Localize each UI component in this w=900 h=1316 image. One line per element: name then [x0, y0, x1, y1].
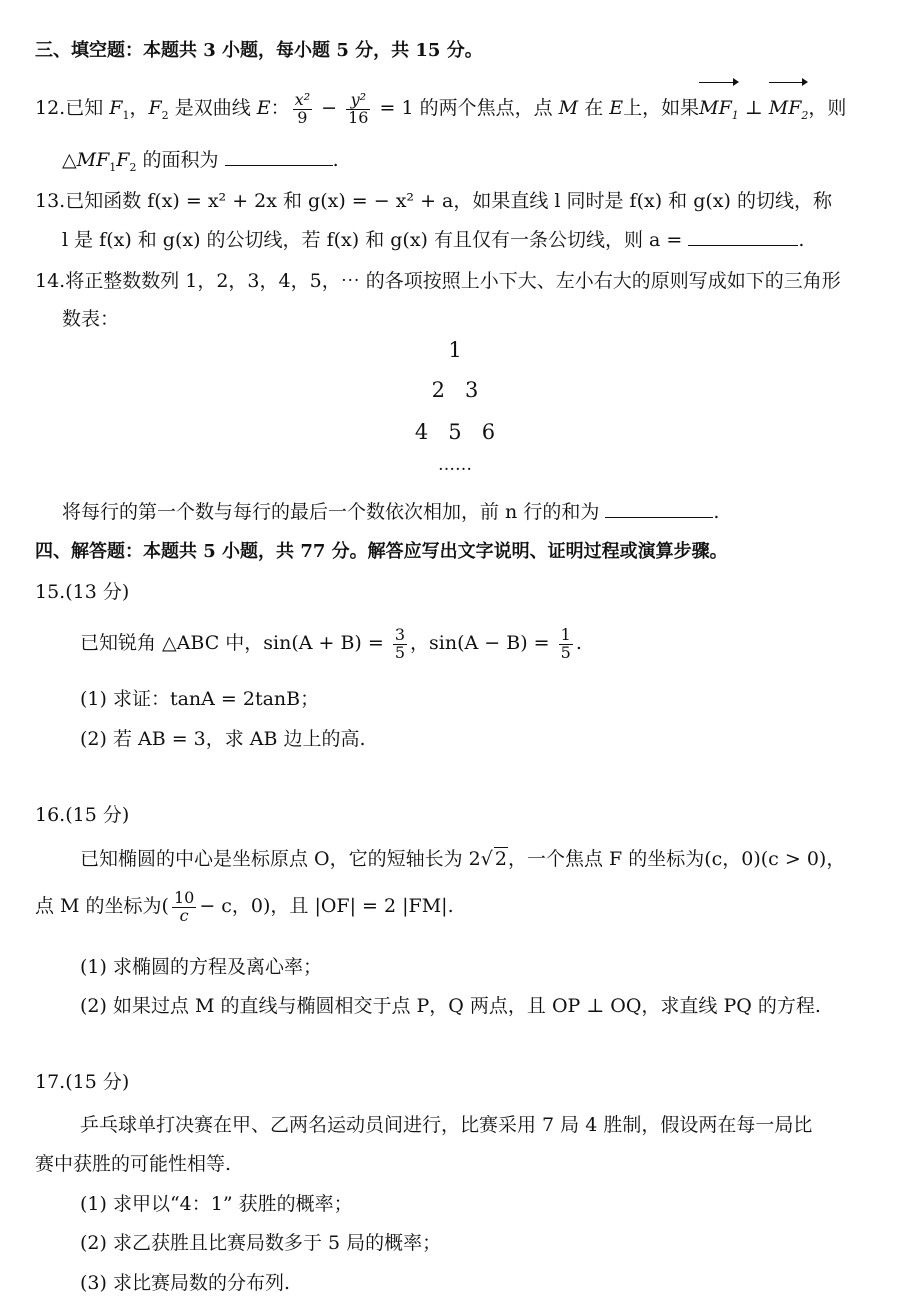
q12-E: E — [256, 97, 271, 119]
q13-number: 13. — [35, 190, 66, 212]
question-15-part-1: (1) 求证：tanA = 2tanB； — [80, 688, 320, 710]
q12-text-c: 上，如果 — [623, 97, 700, 119]
q12-mf-sub2: 2 — [129, 160, 137, 174]
q12-f2-sub: 2 — [161, 108, 169, 122]
q12-f1: F — [109, 97, 123, 119]
q12-M: M — [558, 97, 579, 119]
q14-text-1: 将正整数数列 1，2，3，4，5，⋯ 的各项按照上小下大、左小右大的原则写成如下的三角形 — [65, 270, 841, 292]
q15-stem-a: 已知锐角 △ABC 中，sin(A + B) = — [80, 632, 384, 654]
question-17-part-2: (2) 求乙获胜且比赛局数多于 5 局的概率； — [80, 1232, 442, 1254]
q12-on: 在 — [584, 97, 604, 119]
question-17-line-1: 乒乓球单打决赛在甲、乙两名运动员间进行，比赛采用 7 局 4 胜制，假设两在每一局比 — [80, 1114, 813, 1136]
q16-frac-den: c — [179, 905, 189, 925]
q16-sqrt-sign: √ — [480, 848, 493, 870]
q12-vec1: MF — [699, 97, 732, 119]
question-16-part-2: (2) 如果过点 M 的直线与椭圆相交于点 P，Q 两点，且 OP ⊥ OQ，求直线 PQ 的方程. — [80, 995, 821, 1017]
q13-period: . — [798, 229, 805, 251]
q15-number: 15. — [35, 581, 66, 603]
question-16-part-1: (1) 求椭圆的方程及离心率； — [80, 956, 322, 978]
question-17-header — [35, 1067, 129, 1094]
q15-stem-c: . — [575, 632, 582, 654]
q12-mf-sub1: 1 — [109, 160, 117, 174]
question-16-line-1 — [80, 844, 845, 871]
q12-period: . — [332, 149, 339, 171]
q17-score: (15 分) — [65, 1071, 130, 1093]
triangle-row-4: …… — [438, 455, 472, 475]
q15-fraction-1 — [393, 624, 407, 662]
q15-score: (13 分) — [65, 581, 130, 603]
q15-f2-num: 1 — [560, 624, 571, 644]
q12-E2: E — [609, 97, 624, 119]
q12-answer-blank[interactable] — [225, 151, 333, 166]
q12-frac1-num: x² — [294, 89, 311, 109]
q12-area-text: 的面积为 — [142, 149, 219, 171]
q16-fraction — [172, 887, 196, 925]
q14-number: 14. — [35, 270, 66, 292]
q14-text-3: 将每行的第一个数与每行的最后一个数依次相加，前 n 行的和为 — [62, 501, 600, 523]
q15-stem-b: ，sin(A − B) = — [410, 632, 550, 654]
q12-frac2-num: y² — [346, 92, 370, 110]
q12-f1-sub: 1 — [122, 108, 130, 122]
q12-vec2-sub: 2 — [801, 108, 809, 122]
question-16-header — [35, 800, 129, 827]
question-14-line-1 — [35, 266, 841, 293]
question-13-line-1 — [35, 186, 832, 213]
q12-text-b: 是双曲线 — [174, 97, 251, 119]
question-13-line-2 — [62, 225, 804, 252]
q12-perp: ⊥ — [744, 97, 763, 119]
question-12-line-2 — [62, 145, 339, 174]
q16-score: (15 分) — [65, 804, 130, 826]
question-17-part-3: (3) 求比赛局数的分布列. — [80, 1272, 290, 1294]
q12-frac1-den: 9 — [297, 107, 308, 127]
q12-comma: ， — [129, 97, 149, 119]
q12-text-a: 已知 — [65, 97, 104, 119]
triangle-row-2: 2 3 — [431, 378, 479, 402]
q15-fraction-2 — [559, 624, 573, 662]
q14-period: . — [713, 501, 720, 523]
triangle-row-3: 4 5 6 — [414, 420, 496, 444]
q12-vector-mf2 — [769, 80, 809, 140]
q17-number: 17. — [35, 1071, 66, 1093]
q12-fraction-x — [293, 89, 312, 127]
question-15-part-2: (2) 若 AB = 3，求 AB 边上的高. — [80, 728, 366, 750]
q12-text-d: ，则 — [808, 97, 847, 119]
q15-f1-den: 5 — [394, 642, 406, 662]
q13-answer-blank[interactable] — [688, 231, 798, 246]
q12-f: F — [116, 149, 130, 171]
question-17-line-2: 赛中获胜的可能性相等. — [35, 1153, 232, 1175]
question-15-stem — [80, 618, 582, 668]
q15-f2-den: 5 — [560, 642, 571, 662]
question-16-line-2 — [35, 880, 454, 932]
q12-vector-mf1 — [699, 80, 739, 140]
triangle-row-1: 1 — [448, 338, 462, 362]
q12-vec2: MF — [768, 97, 802, 119]
q16-sqrt: 2 — [494, 848, 507, 870]
section-4-heading: 四、解答题：本题共 5 小题，共 77 分。解答应写出文字说明、证明过程或演算步骤。 — [35, 541, 728, 562]
q12-triangle: △ — [62, 149, 77, 171]
q12-minus: − — [321, 97, 338, 119]
q12-vec1-sub: 1 — [731, 108, 739, 122]
q12-mf: MF — [76, 149, 110, 171]
q12-number: 12. — [35, 97, 66, 119]
q13-text-2: l 是 f(x) 和 g(x) 的公切线，若 f(x) 和 g(x) 有且仅有一条公切线，则 a = — [62, 229, 683, 251]
q16-number: 16. — [35, 804, 66, 826]
q12-fraction-y — [346, 89, 370, 127]
question-15-header — [35, 577, 129, 604]
q15-f1-num: 3 — [394, 624, 406, 644]
q12-colon: ： — [270, 97, 290, 119]
question-14-line-3 — [62, 497, 719, 524]
question-12-line-1 — [35, 80, 846, 140]
section-3-heading: 三、填空题：本题共 3 小题，每小题 5 分，共 15 分。 — [35, 40, 483, 61]
q12-frac2-den: 16 — [348, 107, 369, 127]
q14-answer-blank[interactable] — [605, 503, 713, 518]
q16-text-2a: 点 M 的坐标为( — [35, 895, 169, 917]
q16-text-1b: ，一个焦点 F 的坐标为(c，0)(c > 0)， — [507, 848, 846, 870]
q12-f2: F — [148, 97, 162, 119]
q16-text-1a: 已知椭圆的中心是坐标原点 O，它的短轴长为 2 — [80, 848, 481, 870]
q16-text-2b: − c，0)，且 |OF| = 2 |FM|. — [199, 895, 454, 917]
q13-text-1: 已知函数 f(x) = x² + 2x 和 g(x) = − x² + a，如果直线 l 同时是 f(x) 和 g(x) 的切线，称 — [65, 190, 832, 212]
question-17-part-1: (1) 求甲以“4：1” 获胜的概率； — [80, 1193, 353, 1215]
question-14-line-2: 数表： — [62, 308, 120, 330]
q12-eq: = 1 的两个焦点，点 — [379, 97, 553, 119]
q16-frac-num: 10 — [173, 887, 195, 907]
